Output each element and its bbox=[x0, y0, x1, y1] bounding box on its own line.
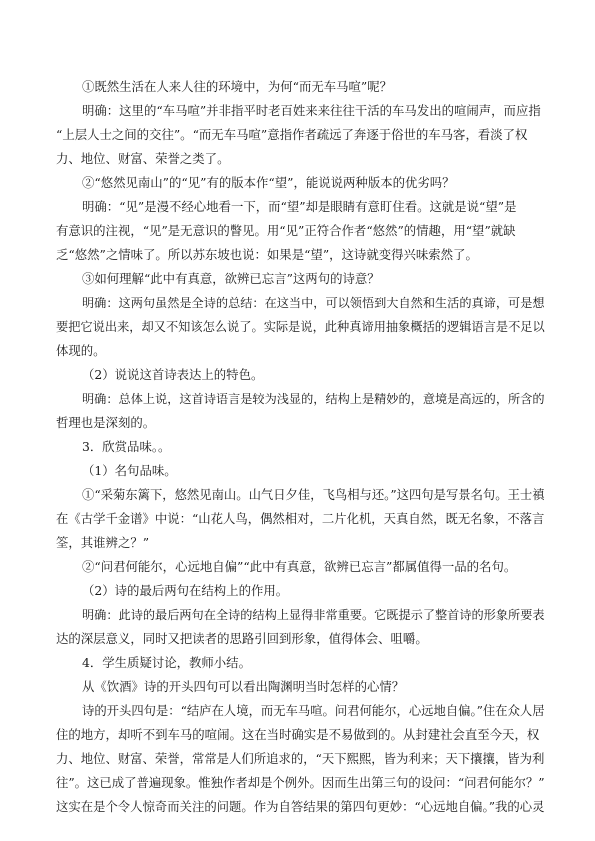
text-line: （1）名句品味。 bbox=[82, 463, 177, 478]
text-line: 哲理也是深刻的。 bbox=[56, 415, 156, 430]
text-line: 明确：这里的“车马喧”并非指平时老百姓来来往往干活的车马发出的喧闹声，而应指 bbox=[82, 103, 541, 118]
text-line: 从《饮酒》诗的开头四句可以看出陶渊明当时怎样的心情？ bbox=[82, 679, 405, 694]
text-line: ②“问君何能尔，心远地自偏”“此中有真意，欲辨已忘言”都属值得一品的名句。 bbox=[82, 559, 517, 574]
text-line: 体现的。 bbox=[56, 343, 106, 358]
text-line: 明确：总体上说，这首诗语言是较为浅显的，结构上是精妙的，意境是高远的，所含的 bbox=[82, 392, 545, 406]
text-line: （2）诗的最后两句在结构上的作用。 bbox=[82, 583, 289, 598]
text-line: 诗的开头四句是：“结庐在人境，而无车马喧。问君何能尔，心远地自偏。”住在众人居 bbox=[82, 704, 545, 718]
text-line: 有意识的注视，“见”是无意识的瞥见。用“见”正符合作者“悠然”的情趣，用“望”就缺 bbox=[56, 223, 516, 238]
text-line: 力、地位、财富、荣誉之类了。 bbox=[56, 151, 230, 166]
text-line: “上层人士之间的交往”。“而无车马喧”意指作者疏远了奔逐于俗世的车马客，看淡了权 bbox=[56, 127, 528, 142]
text-line: ①“采菊东篱下，悠然见南山。山气日夕佳，飞鸟相与还。”这四句是写景名句。王士禛 bbox=[82, 488, 545, 502]
text-line: 达的深层意义，同时又把读者的思路引回到形象，值得体会、咀嚼。 bbox=[56, 631, 428, 646]
text-line: ①既然生活在人来人往的环境中，为何“而无车马喧”呢？ bbox=[82, 79, 393, 94]
text-line: 明确：“见”是漫不经心地看一下，而“望”却是眼睛有意盯住看。这就是说“望”是 bbox=[82, 199, 517, 214]
text-line: 4．学生质疑讨论，教师小结。 bbox=[82, 655, 251, 670]
text-line: 在《古学千金谱》中说：“山花人鸟，偶然相对，二片化机，天真自然，既无名象，不落言 bbox=[56, 512, 545, 526]
text-line: 乏“悠然”之情味了。所以苏东坡也说：如果是“望”，这诗就变得兴味索然了。 bbox=[56, 247, 478, 262]
text-line: 往”。这已成了普遍现象。惟独作者却是个例外。因而生出第三句的设问：“问君何能尔？” bbox=[56, 776, 545, 790]
text-line: 3．欣赏品味。。 bbox=[82, 439, 171, 454]
text-line: 力、地位、财富、荣誉，常常是人们所追求的，“天下熙熙，皆为利来；天下攘攘，皆为利 bbox=[56, 752, 545, 766]
text-line: 住的地方，却听不到车马的喧闹。这在当时确实是不易做到的。从封建社会直至今天，权 bbox=[56, 727, 540, 742]
text-line: 明确：这两句虽然是全诗的总结：在这当中，可以领悟到大自然和生活的真谛，可是想 bbox=[82, 296, 545, 310]
text-line: （2）说说这首诗表达上的特色。 bbox=[82, 367, 264, 382]
text-line: 筌，其谁辨之？” bbox=[56, 535, 150, 550]
text-line: 明确：此诗的最后两句在全诗的结构上显得非常重要。它既提示了整首诗的形象所要表 bbox=[82, 608, 545, 622]
text-line: 要把它说出来，却又不知该怎么说了。实际是说，此种真谛用抽象概括的逻辑语言是不足以 bbox=[56, 320, 545, 334]
text-line: ③如何理解“此中有真意，欲辨已忘言”这两句的诗意？ bbox=[82, 271, 380, 286]
text-line: ②“悠然见南山”的“见”有的版本作“望”，能说说两种版本的优劣吗？ bbox=[82, 175, 455, 190]
text-line: 这实在是个令人惊奇而关注的问题。作为自答结果的第四句更妙：“心远地自偏。”我的心灵 bbox=[56, 800, 545, 814]
